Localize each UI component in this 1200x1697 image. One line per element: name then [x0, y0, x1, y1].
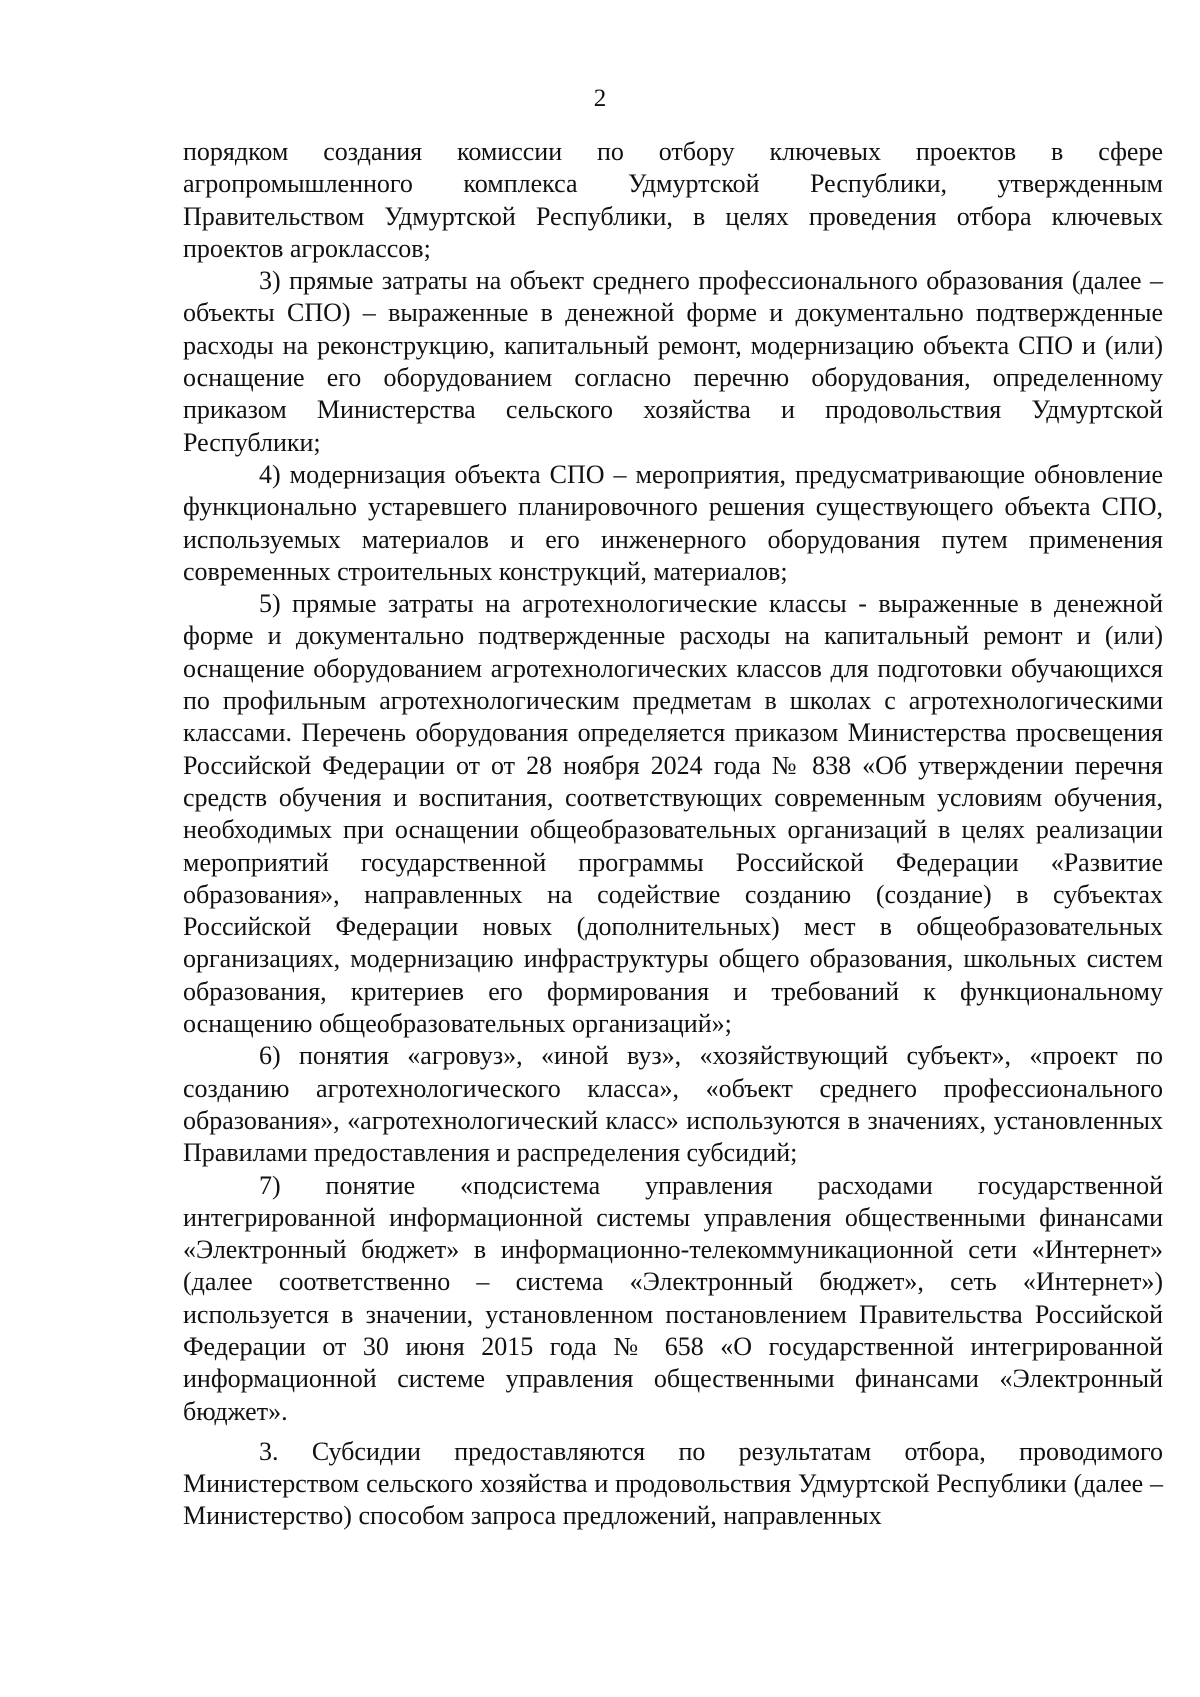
paragraph-item-7: 7) понятие «подсистема управления расходами государственной интегрированной информационной системы управления общественными финансами «Электронный бюджет» в информационно-телекоммуникационной сети «Интернет» (далее соответственно – система «Электронный бюджет», сеть «Интернет») используется в значении, установленном постановлением Правительства Российской Федерации от 30 июня 2015 года № 658 «О государственной интегрированной информационной системе управления общественными финансами «Электронный бюджет». [183, 1170, 1163, 1426]
document-body [183, 136, 1163, 1533]
paragraph-item-6: 6) понятия «агровуз», «иной вуз», «хозяйствующий субъект», «проект по созданию агротехнологического класса», «объект среднего профессионального образования», «агротехнологический класс» используются в значениях, установленных Правилами предоставления и распределения субсидий; [183, 1041, 1163, 1168]
paragraph-item-3: 3) прямые затраты на объект среднего профессионального образования (далее – объекты СПО) – выраженные в денежной форме и документально подтвержденные расходы на реконструкцию, капитальный ремонт, модернизацию объекта СПО и (или) оснащение его оборудованием согласно перечню оборудования, определенному приказом Министерства сельского хозяйства и продовольствия Удмуртской Республики; [183, 266, 1163, 457]
paragraph-continuation: порядком создания комиссии по отбору ключевых проектов в сфере агропромышленного комплекса Удмуртской Республики, утвержденным Правительством Удмуртской Республики, в целях проведения отбора ключевых проектов агроклассов; [183, 137, 1163, 263]
paragraph-item-5: 5) прямые затраты на агротехнологические классы - выраженные в денежной форме и документально подтвержденные расходы на капитальный ремонт и (или) оснащение оборудованием агротехнологических классов для подготовки обучающихся по профильным агротехнологическим предметам в школах с агротехнологическими классами. Перечень оборудования определяется приказом Министерства просвещения Российской Федерации от от 28 ноября 2024 года № 838 «Об утверждении перечня средств обучения и воспитания, соответствующих современным условиям обучения, необходимых при оснащении общеобразовательных организаций в целях реализации мероприятий государственной программы Российской Федерации «Развитие образования», направленных на содействие созданию (создание) в субъектах Российской Федерации новых (дополнительных) мест в общеобразовательных организациях, модернизацию инфраструктуры общего образования, школьных систем образования, критериев его формирования и требований к функциональному оснащению общеобразовательных организаций»; [183, 589, 1163, 1039]
page-number: 2 [593, 85, 607, 112]
paragraph-section-3: 3. Субсидии предоставляются по результатам отбора, проводимого Министерством сельского хозяйства и продовольствия Удмуртской Республики (далее – Министерство) способом запроса предложений, направленных [183, 1436, 1163, 1531]
paragraph-item-4: 4) модернизация объекта СПО – мероприятия, предусматривающие обновление функционально устаревшего планировочного решения существующего объекта СПО, используемых материалов и его инженерного оборудования путем применения современных строительных конструкций, материалов; [183, 459, 1163, 586]
